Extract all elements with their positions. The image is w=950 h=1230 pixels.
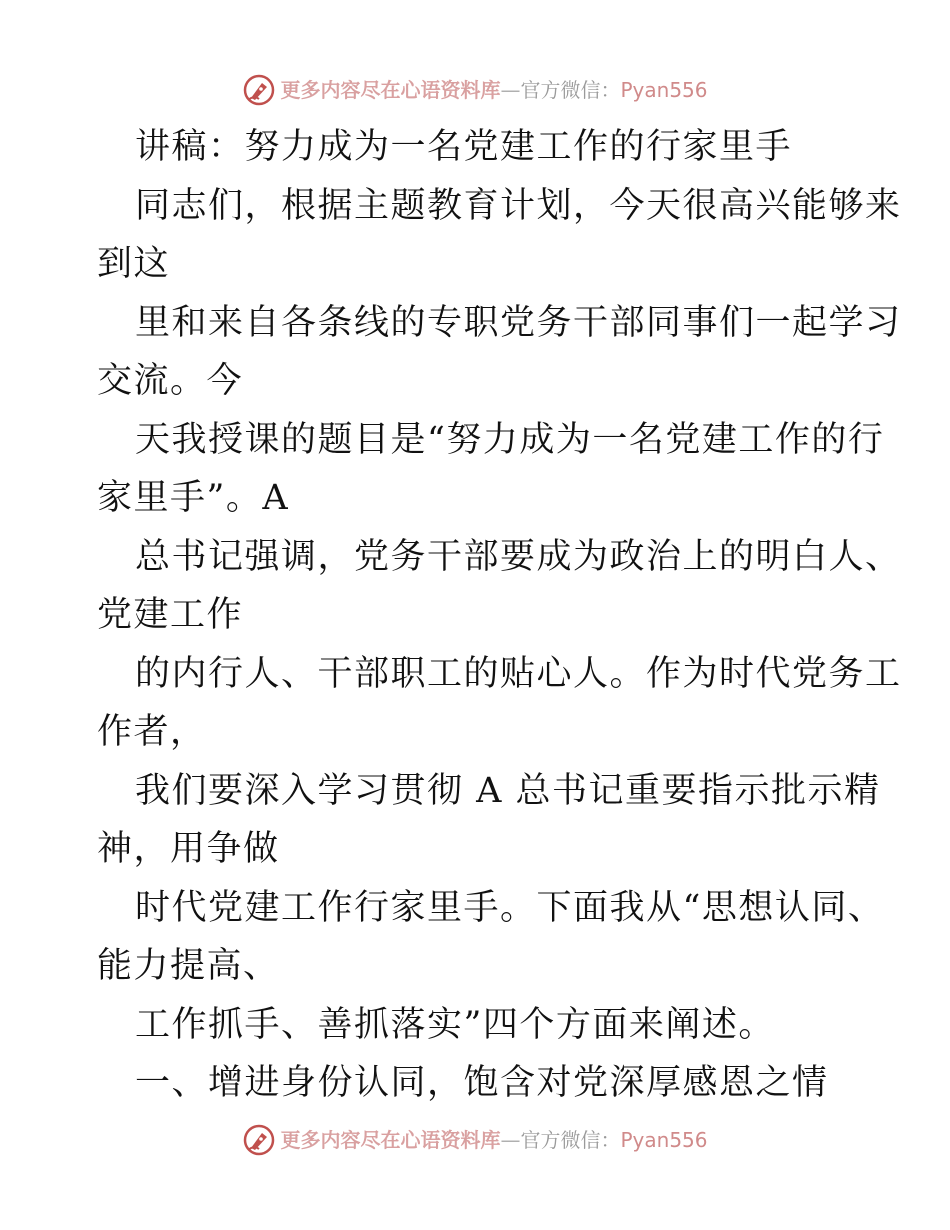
- text-line: 总书记强调，党务干部要成为政治上的明白人、: [135, 536, 902, 577]
- header-watermark: [0, 70, 950, 110]
- watermark-wechat-id: Pyan556: [620, 1128, 708, 1152]
- watermark-wechat-id: Pyan556: [620, 78, 708, 102]
- text-line: 天我授课的题目是“努力成为一名党建工作的行: [135, 419, 885, 460]
- text-line: 我们要深入学习贯彻 A 总书记重要指示批示精: [135, 770, 881, 811]
- text-line: 的内行人、干部职工的贴心人。作为时代党务工: [135, 653, 902, 694]
- doc-title: 讲稿：努力成为一名党建工作的行家里手: [135, 127, 793, 167]
- watermark-dash: —: [500, 78, 521, 102]
- document-body: [97, 118, 902, 1113]
- pen-nib-logo-icon: [242, 1123, 276, 1157]
- text-line: 党建工作: [97, 595, 244, 635]
- watermark-brand: 更多内容尽在心语资料库: [280, 78, 501, 102]
- watermark-brand: 更多内容尽在心语资料库: [280, 1128, 501, 1152]
- text-line: 神，用争做: [97, 829, 280, 869]
- text-line: 时代党建工作行家里手。下面我从“思想认同、: [135, 887, 885, 928]
- text-line: 交流。今: [97, 361, 244, 401]
- text-line: 同志们，根据主题教育计划，今天很高兴能够来: [135, 185, 902, 226]
- text-line: 到这: [97, 244, 171, 284]
- text-line: 工作抓手、善抓落实”四个方面来阐述。: [135, 1004, 775, 1045]
- text-line: 里和来自各条线的专职党务干部同事们一起学习: [135, 302, 902, 343]
- text-line: 能力提高、: [97, 946, 280, 986]
- watermark-dash: —: [500, 1128, 521, 1152]
- text-line: 作者，: [97, 712, 207, 752]
- section-heading: 一、增进身份认同，饱含对党深厚感恩之情: [135, 1063, 829, 1103]
- watermark-contact-label: 官方微信：: [520, 1128, 621, 1152]
- pen-nib-logo-icon: [242, 73, 276, 107]
- text-line: 家里手”。A: [97, 478, 290, 518]
- footer-watermark: [0, 1120, 950, 1160]
- watermark-contact-label: 官方微信：: [520, 78, 621, 102]
